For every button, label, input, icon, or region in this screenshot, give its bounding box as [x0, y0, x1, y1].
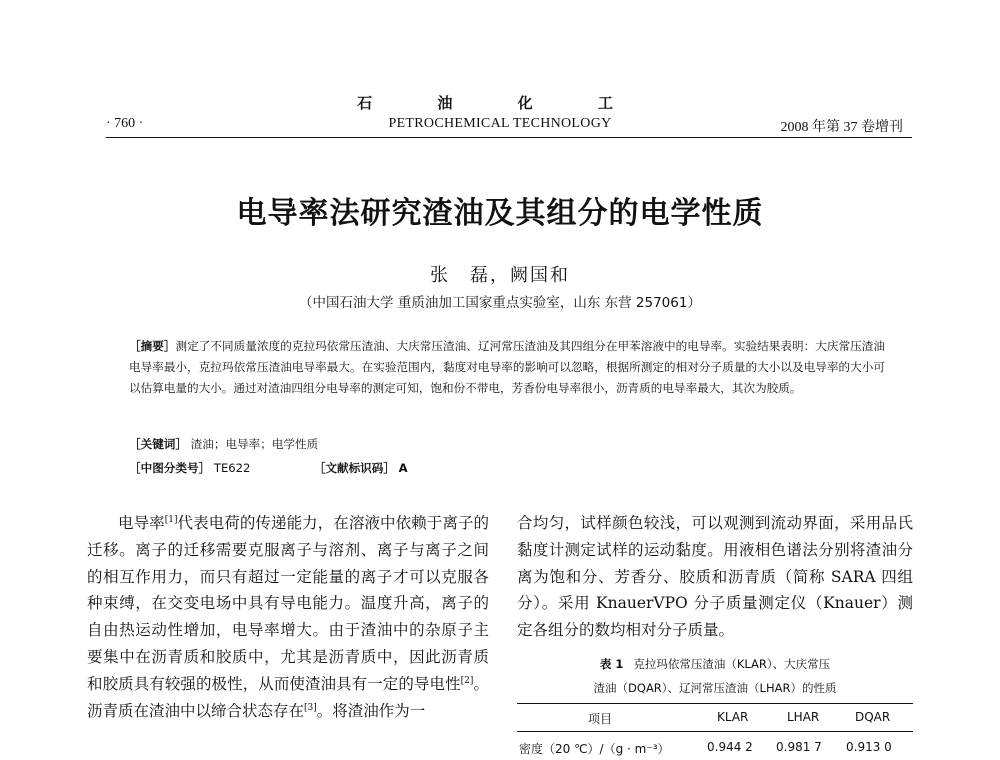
table-cell-klar: 0.944 2: [707, 740, 753, 754]
class-number: TE622: [213, 461, 251, 475]
keywords: [129, 436, 318, 452]
authors: 张 磊，阙国和: [430, 265, 570, 286]
article-title: 电导率法研究渣油及其组分的电学性质: [236, 196, 764, 231]
body-right-column: [517, 510, 913, 644]
table-caption: [517, 656, 913, 672]
classification: [129, 460, 408, 476]
citation-3: [3]: [304, 702, 317, 713]
table-header-klar: KLAR: [717, 710, 749, 724]
keywords-tag: ［关键词］: [129, 437, 187, 451]
citation-2: [2]: [460, 675, 474, 686]
header-rule: [106, 137, 912, 138]
table-header-dqar: DQAR: [855, 710, 891, 724]
issue-info: 2008 年第 37 卷增刊: [780, 120, 903, 135]
table-caption-line1: 克拉玛依常压渣油（KLAR）、大庆常压: [633, 657, 831, 671]
table-header-item: 项目: [588, 712, 613, 726]
journal-name-en: PETROCHEMICAL TECHNOLOGY: [388, 116, 612, 131]
abstract: [129, 336, 885, 399]
class-tag: ［中图分类号］: [129, 461, 211, 475]
citation-1: [1]: [164, 514, 178, 525]
abstract-text: 测定了不同质量浓度的克拉玛依常压渣油、大庆常压渣油、辽河常压渣油及其四组分在甲苯溶液中的电导率。实验结果表明：大庆常压渣油电导率最小，克拉玛依常压渣油电导率最大。在实验范围内，黏度对电导率的影响可以忽略，根据所测定的相对分子质量的大小以及电导率的大小可以估算电量的大小。通过对渣油四组分电导率的测定可知，饱和份不带电，芳香份电导率很小，沥青质的电导率最大，其次为胶质。: [129, 339, 885, 395]
table-top-rule: [517, 703, 913, 704]
table-header-lhar: LHAR: [787, 710, 820, 724]
journal-name-cn: 石 油 化 工: [357, 94, 643, 112]
table-label: 表 1: [599, 657, 624, 671]
page-number: · 760 ·: [106, 116, 144, 131]
table-cell-property: 密度（20 ℃）/（g · m⁻³）: [519, 742, 670, 756]
abstract-tag: ［摘要］: [129, 339, 176, 353]
keywords-text: 渣油；电导率；电学性质: [190, 437, 319, 451]
table-caption-line2: 渣油（DQAR）、辽河常压渣油（LHAR）的性质: [593, 681, 837, 695]
doc-code-tag: ［文献标识码］: [313, 461, 395, 475]
body-paragraph: 电导率[1]代表电荷的传递能力，在溶液中依赖于离子的迁移。离子的迁移需要克服离子与溶剂、离子与离子之间的相互作用力，而只有超过一定能量的离子才可以克服各种束缚，在交变电场中具有导电能力。温度升高，离子的自由热运动性增加，电导率增大。由于渣油中的杂原子主要集中在沥青质和胶质中，尤其是沥青质中，因此沥青质和胶质具有较强的极性，从而使渣油具有一定的导电性[2]。沥青质在渣油中以缔合状态存在[3]。将渣油作为一: [87, 514, 489, 720]
table-header-rule: [517, 731, 913, 732]
table-cell-dqar: 0.913 0: [846, 740, 892, 754]
body-paragraph-continued: 合均匀，试样颜色较浅，可以观测到流动界面，采用品氏黏度计测定试样的运动黏度。用液相色谱法分别将渣油分离为饱和分、芳香分、胶质和沥青质（简称 SARA 四组分）。采用 KnauerVPO 分子质量测定仪（Knauer）测定各组分的数均相对分子质量。: [517, 514, 913, 640]
body-left-column: [87, 510, 489, 724]
table-cell-lhar: 0.981 7: [776, 740, 822, 754]
doc-code: A: [398, 461, 408, 475]
affiliation: （中国石油大学 重质油加工国家重点实验室，山东 东营 257061）: [299, 295, 701, 311]
